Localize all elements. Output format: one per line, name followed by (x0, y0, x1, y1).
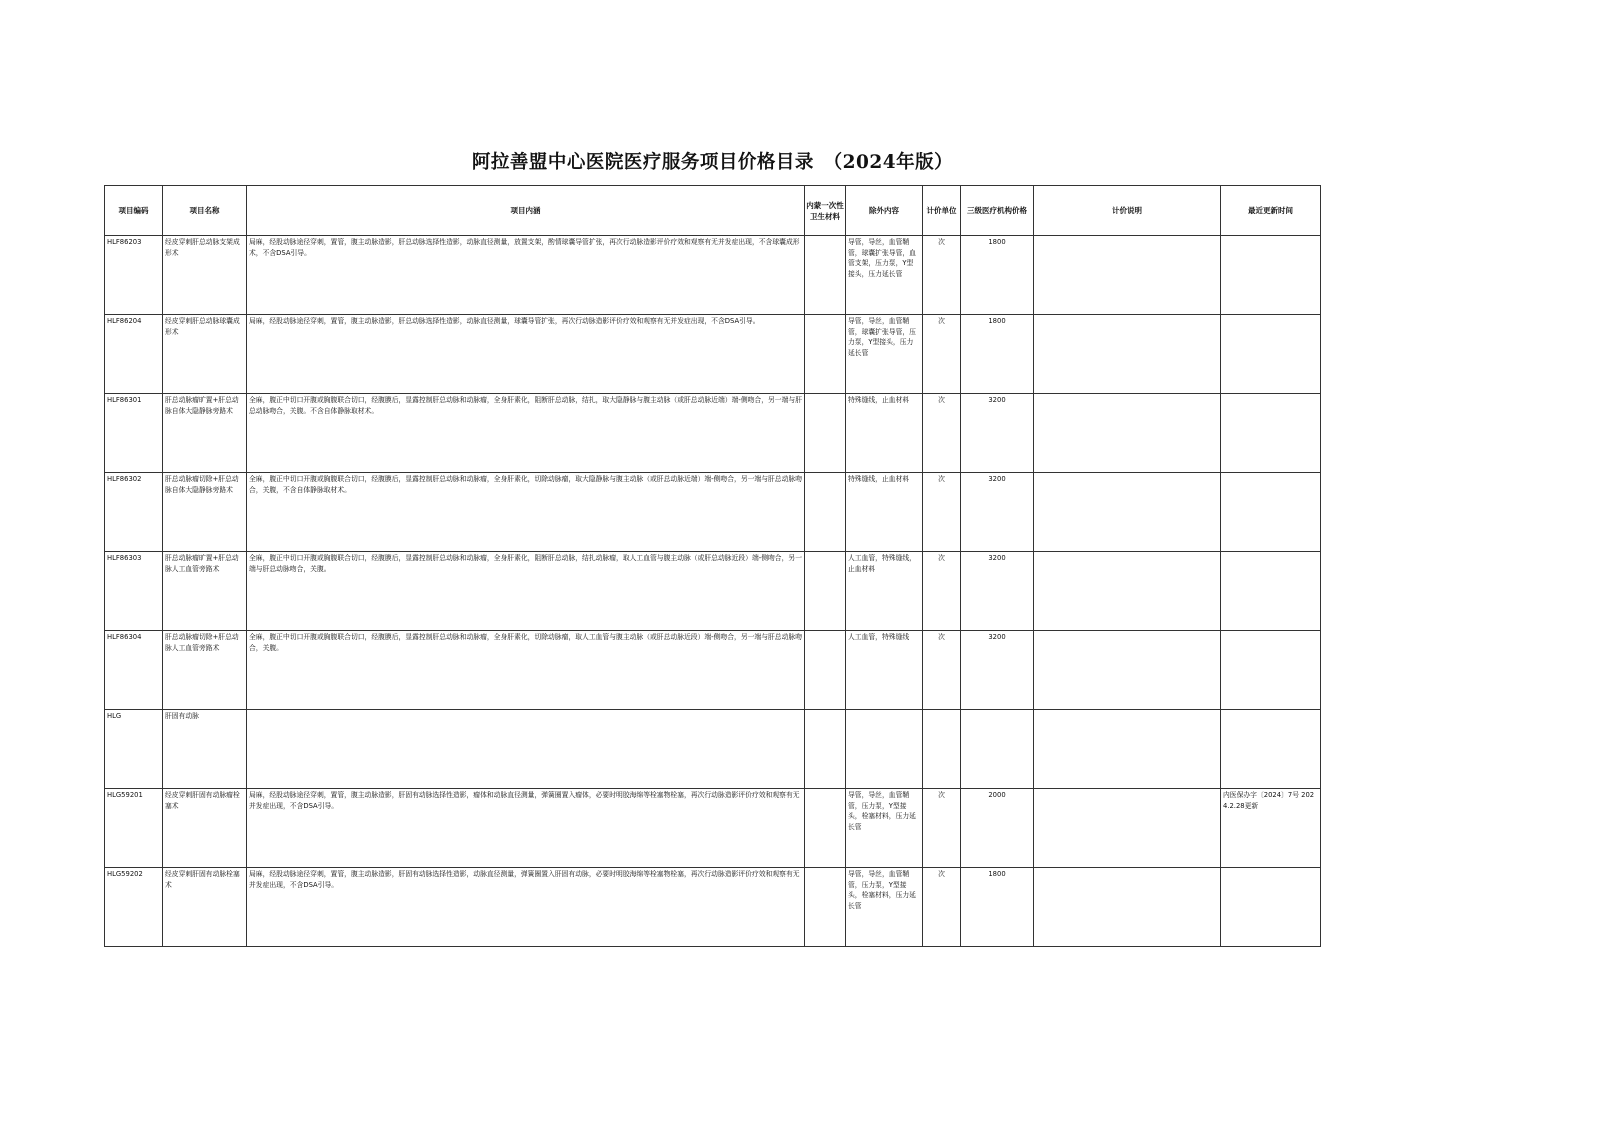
cell-content: 局麻，经股动脉途径穿刺，置管，腹主动脉造影，肝固有动脉选择性造影，瘤体和动脉直径测量，弹簧圈置入瘤体，必要时明胶海绵等栓塞物栓塞，再次行动脉造影评价疗效和观察有无并发症出现，不含DSA引导。 (247, 789, 805, 868)
cell-unit: 次 (923, 236, 961, 315)
cell-updated (1221, 552, 1321, 631)
table-row (105, 473, 1321, 552)
cell-code: HLF86302 (105, 473, 163, 552)
cell-code: HLG59201 (105, 789, 163, 868)
cell-price: 1800 (961, 236, 1034, 315)
cell-unit: 次 (923, 473, 961, 552)
cell-price: 3200 (961, 394, 1034, 473)
table-row (105, 236, 1321, 315)
cell-updated (1221, 394, 1321, 473)
cell-name: 肝总动脉瘤旷置+肝总动脉人工血管旁路术 (163, 552, 247, 631)
cell-content: 全麻，腹正中切口开腹或胸腹联合切口，经腹膜后，显露控制肝总动脉和动脉瘤，全身肝素化，切除动脉瘤，取人工血管与腹主动脉（或肝总动脉近段）端-侧吻合，另一端与肝总动脉吻合，关腹。 (247, 631, 805, 710)
cell-content (247, 710, 805, 789)
table-row (105, 868, 1321, 947)
cell-updated (1221, 631, 1321, 710)
cell-note (1034, 315, 1221, 394)
cell-price: 3200 (961, 552, 1034, 631)
cell-content: 全麻，腹正中切口开腹或胸腹联合切口，经腹膜后，显露控制肝总动脉和动脉瘤，全身肝素化，阻断肝总动脉，结扎，取大隐静脉与腹主动脉（或肝总动脉近端）端-侧吻合，另一端与肝总动脉吻合，关腹。不含自体静脉取材术。 (247, 394, 805, 473)
cell-price: 1800 (961, 315, 1034, 394)
cell-name: 肝总动脉瘤切除+肝总动脉自体大隐静脉旁路术 (163, 473, 247, 552)
cell-consumable (805, 394, 846, 473)
cell-excluded: 导管，导丝，血管鞘管，压力泵，Y型接头，栓塞材料，压力延长管 (846, 789, 923, 868)
cell-note (1034, 394, 1221, 473)
header-note: 计价说明 (1034, 186, 1221, 236)
header-consumable: 内蒙一次性卫生材料 (805, 186, 846, 236)
table-row (105, 552, 1321, 631)
cell-code: HLF86301 (105, 394, 163, 473)
cell-note (1034, 710, 1221, 789)
table-header-row (105, 186, 1321, 236)
cell-consumable (805, 473, 846, 552)
header-unit: 计价单位 (923, 186, 961, 236)
cell-name: 肝总动脉瘤旷置+肝总动脉自体大隐静脉旁路术 (163, 394, 247, 473)
cell-name: 经皮穿刺肝总动脉支架成形术 (163, 236, 247, 315)
cell-note (1034, 631, 1221, 710)
cell-code: HLF86303 (105, 552, 163, 631)
cell-price: 2000 (961, 789, 1034, 868)
cell-name: 经皮穿刺肝总动脉球囊成形术 (163, 315, 247, 394)
cell-note (1034, 236, 1221, 315)
price-table (104, 185, 1321, 947)
cell-name: 肝总动脉瘤切除+肝总动脉人工血管旁路术 (163, 631, 247, 710)
cell-content: 局麻，经股动脉途径穿刺，置管，腹主动脉造影，肝总动脉选择性造影，动脉直径测量，放置支架，酌情球囊导管扩张，再次行动脉造影评价疗效和观察有无并发症出现，不含球囊成形术，不含DSA引导。 (247, 236, 805, 315)
cell-excluded: 人工血管，特殊缝线 (846, 631, 923, 710)
cell-unit: 次 (923, 789, 961, 868)
cell-unit (923, 710, 961, 789)
header-excluded: 除外内容 (846, 186, 923, 236)
cell-consumable (805, 710, 846, 789)
table-row (105, 315, 1321, 394)
cell-price: 3200 (961, 631, 1034, 710)
cell-content: 局麻，经股动脉途径穿刺，置管，腹主动脉造影，肝总动脉选择性造影，动脉直径测量，球囊导管扩张，再次行动脉造影评价疗效和观察有无并发症出现，不含DSA引导。 (247, 315, 805, 394)
cell-unit: 次 (923, 631, 961, 710)
cell-excluded: 人工血管，特殊缝线，止血材料 (846, 552, 923, 631)
cell-code: HLF86204 (105, 315, 163, 394)
cell-code: HLG59202 (105, 868, 163, 947)
cell-excluded: 特殊缝线，止血材料 (846, 394, 923, 473)
cell-excluded: 导管，导丝，血管鞘管，球囊扩张导管，压力泵，Y型接头，压力延长管 (846, 315, 923, 394)
cell-name: 经皮穿刺肝固有动脉栓塞术 (163, 868, 247, 947)
cell-content: 局麻，经股动脉途径穿刺，置管，腹主动脉造影，肝固有动脉选择性造影，动脉直径测量，弹簧圈置入肝固有动脉，必要时明胶海绵等栓塞物栓塞，再次行动脉造影评价疗效和观察有无并发症出现，不含DSA引导。 (247, 868, 805, 947)
cell-updated (1221, 710, 1321, 789)
cell-note (1034, 473, 1221, 552)
header-price: 三级医疗机构价格 (961, 186, 1034, 236)
header-updated: 最近更新时间 (1221, 186, 1321, 236)
table-row (105, 789, 1321, 868)
cell-updated (1221, 868, 1321, 947)
cell-code: HLF86203 (105, 236, 163, 315)
cell-content: 全麻，腹正中切口开腹或胸腹联合切口，经腹膜后，显露控制肝总动脉和动脉瘤，全身肝素化，切除动脉瘤，取大隐静脉与腹主动脉（或肝总动脉近端）端-侧吻合，另一端与肝总动脉吻合，关腹，不含自体静脉取材术。 (247, 473, 805, 552)
cell-price: 3200 (961, 473, 1034, 552)
cell-unit: 次 (923, 868, 961, 947)
header-content: 项目内涵 (247, 186, 805, 236)
cell-note (1034, 552, 1221, 631)
cell-updated: 内医保办字〔2024〕7号 2024.2.28更新 (1221, 789, 1321, 868)
cell-unit: 次 (923, 394, 961, 473)
table-row (105, 631, 1321, 710)
cell-consumable (805, 315, 846, 394)
cell-note (1034, 868, 1221, 947)
cell-content: 全麻，腹正中切口开腹或胸腹联合切口，经腹膜后，显露控制肝总动脉和动脉瘤，全身肝素化，阻断肝总动脉，结扎动脉瘤，取人工血管与腹主动脉（或肝总动脉近段）端-侧吻合，另一端与肝总动脉吻合，关腹。 (247, 552, 805, 631)
cell-excluded: 导管，导丝，血管鞘管，球囊扩张导管，血管支架，压力泵，Y型接头，压力延长管 (846, 236, 923, 315)
cell-code: HLF86304 (105, 631, 163, 710)
cell-updated (1221, 315, 1321, 394)
cell-unit: 次 (923, 552, 961, 631)
table-row (105, 394, 1321, 473)
cell-name: 经皮穿刺肝固有动脉瘤栓塞术 (163, 789, 247, 868)
cell-name: 肝固有动脉 (163, 710, 247, 789)
cell-note (1034, 789, 1221, 868)
cell-unit: 次 (923, 315, 961, 394)
cell-code: HLG (105, 710, 163, 789)
cell-consumable (805, 868, 846, 947)
cell-consumable (805, 789, 846, 868)
cell-updated (1221, 473, 1321, 552)
cell-excluded: 特殊缝线，止血材料 (846, 473, 923, 552)
header-name: 项目名称 (163, 186, 247, 236)
table-row (105, 710, 1321, 789)
cell-excluded: 导管，导丝，血管鞘管，压力泵，Y型接头，栓塞材料，压力延长管 (846, 868, 923, 947)
cell-consumable (805, 236, 846, 315)
page-title: 阿拉善盟中心医院医疗服务项目价格目录 （2024年版） (471, 152, 954, 173)
cell-excluded (846, 710, 923, 789)
cell-price (961, 710, 1034, 789)
cell-updated (1221, 236, 1321, 315)
cell-price: 1800 (961, 868, 1034, 947)
cell-consumable (805, 631, 846, 710)
cell-consumable (805, 552, 846, 631)
header-code: 项目编码 (105, 186, 163, 236)
